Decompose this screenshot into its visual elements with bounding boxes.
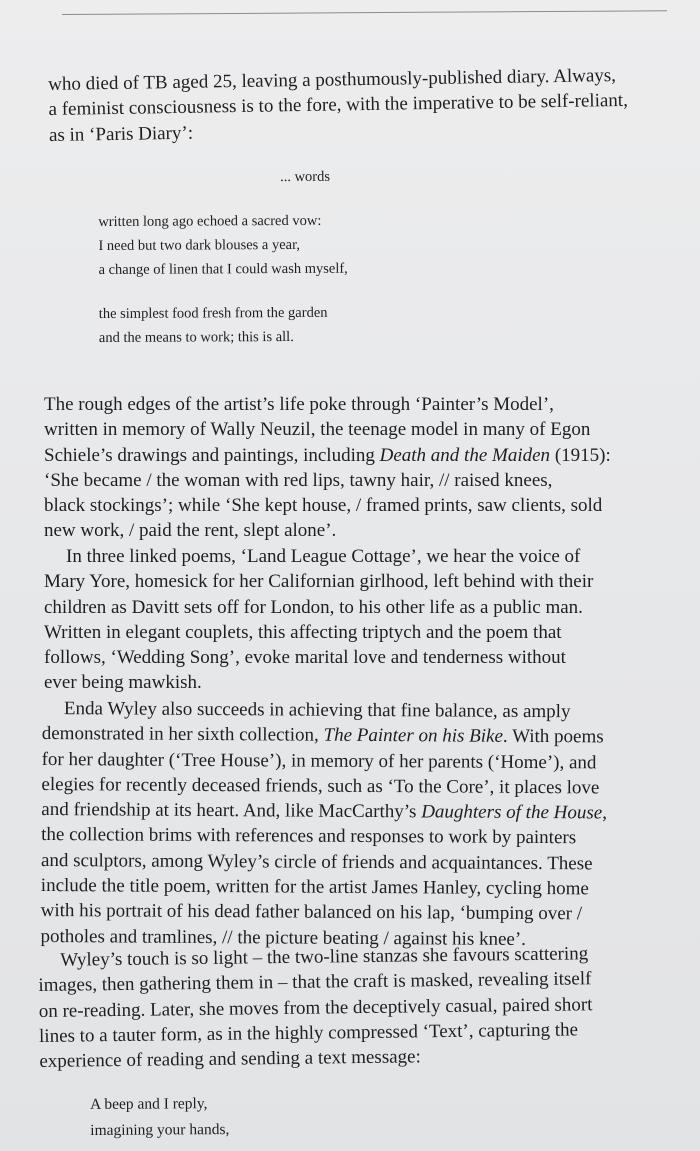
text-line: as in ‘Paris Diary’:: [48, 122, 194, 146]
poem-line: the simplest food fresh from the garden: [98, 304, 328, 322]
text-line: who died of TB aged 25, leaving a posthumously-published diary. Always,: [48, 65, 617, 95]
text-line: images, then gathering them in – that the craft is masked, revealing itself: [38, 968, 592, 997]
text-line: written in memory of Wally Neuzil, the teenage model in many of Egon: [44, 419, 591, 441]
poem-lead: ... words: [280, 168, 331, 186]
text-line: children as Davitt sets off for London, to his other life as a public man.: [44, 596, 583, 618]
text-line: Schiele’s drawings and paintings, including Death and the Maiden (1915):: [44, 444, 611, 466]
paragraph-land-league: [44, 544, 593, 696]
text-line: include the title poem, written for the artist James Hanley, cycling home: [40, 875, 589, 900]
text-line: follows, ‘Wedding Song’, evoke marital love and tenderness without: [44, 647, 566, 669]
poem-quote-paris-diary: [98, 165, 348, 350]
book-title: The Painter on his Bike: [323, 725, 504, 748]
poem-line: and the means to work; this is all.: [98, 328, 294, 346]
poem-line: A beep and I reply,: [90, 1095, 208, 1113]
intro-paragraph: [48, 63, 628, 148]
paragraph-enda-wyley: [40, 696, 607, 952]
text-line: experience of reading and sending a text message:: [39, 1046, 421, 1073]
text-line: a feminist consciousness is to the fore, with the imperative to be self-reliant,: [48, 90, 629, 121]
text-line: with his portrait of his dead father balanced on his lap, ‘bumping over /: [40, 900, 583, 925]
poem-line: I need but two dark blouses a year,: [98, 236, 301, 254]
work-title: Death and the Maiden: [379, 444, 551, 466]
text-line: for her daughter (‘Tree House’), in memory of her parents (‘Home’), and: [41, 748, 597, 773]
text-line: The rough edges of the artist’s life poke through ‘Painter’s Model’,: [44, 394, 554, 415]
text-line: black stockings’; while ‘She kept house, / framed prints, saw clients, sold: [44, 495, 603, 517]
text-line: and friendship at its heart. And, like MacCarthy’s Daughters of the House,: [41, 799, 608, 824]
poem-line: imagining your hands,: [90, 1121, 230, 1139]
paragraph-wyleys-touch: [38, 941, 593, 1074]
text-line: Wyley’s touch is so light – the two-line stanzas she favours scattering: [60, 943, 589, 971]
text-line: Mary Yore, homesick for her Californian girlhood, left behind with their: [44, 571, 594, 593]
text-line: on re-reading. Later, she moves from the deceptively casual, paired short: [38, 993, 593, 1022]
paragraph-painters-model: [44, 392, 611, 544]
text-line: Written in elegant couplets, this affecting triptych and the poem that: [44, 621, 562, 643]
poem-line: a change of linen that I could wash myself,: [98, 260, 348, 278]
text-line: Enda Wyley also succeeds in achieving that fine balance, as amply: [63, 698, 571, 723]
poem-line: written long ago echoed a sacred vow:: [98, 212, 322, 230]
text-line: elegies for recently deceased friends, such as ‘To the Core’, it places love: [41, 773, 600, 799]
text-line: new work, / paid the rent, slept alone’.: [44, 520, 337, 542]
text-line: ever being mawkish.: [44, 672, 202, 694]
text-line: lines to a tauter form, as in the highly compressed ‘Text’, capturing the: [38, 1019, 579, 1047]
poem-quote-text: [90, 1091, 229, 1144]
text-line: and sculptors, among Wyley’s circle of friends and acquaintances. These: [40, 849, 593, 875]
text-line: ‘She became / the woman with red lips, tawny hair, // raised knees,: [44, 469, 553, 491]
text-line: potholes and tramlines, // the picture beating / against his knee’.: [40, 925, 527, 950]
book-title: Daughters of the House: [421, 801, 603, 824]
header-rule: [62, 10, 667, 15]
text-line: demonstrated in her sixth collection, The Painter on his Bike. With poems: [41, 723, 604, 748]
text-line: In three linked poems, ‘Land League Cottage’, we hear the voice of: [66, 546, 581, 567]
text-line: the collection brims with references and responses to work by painters: [41, 824, 577, 849]
